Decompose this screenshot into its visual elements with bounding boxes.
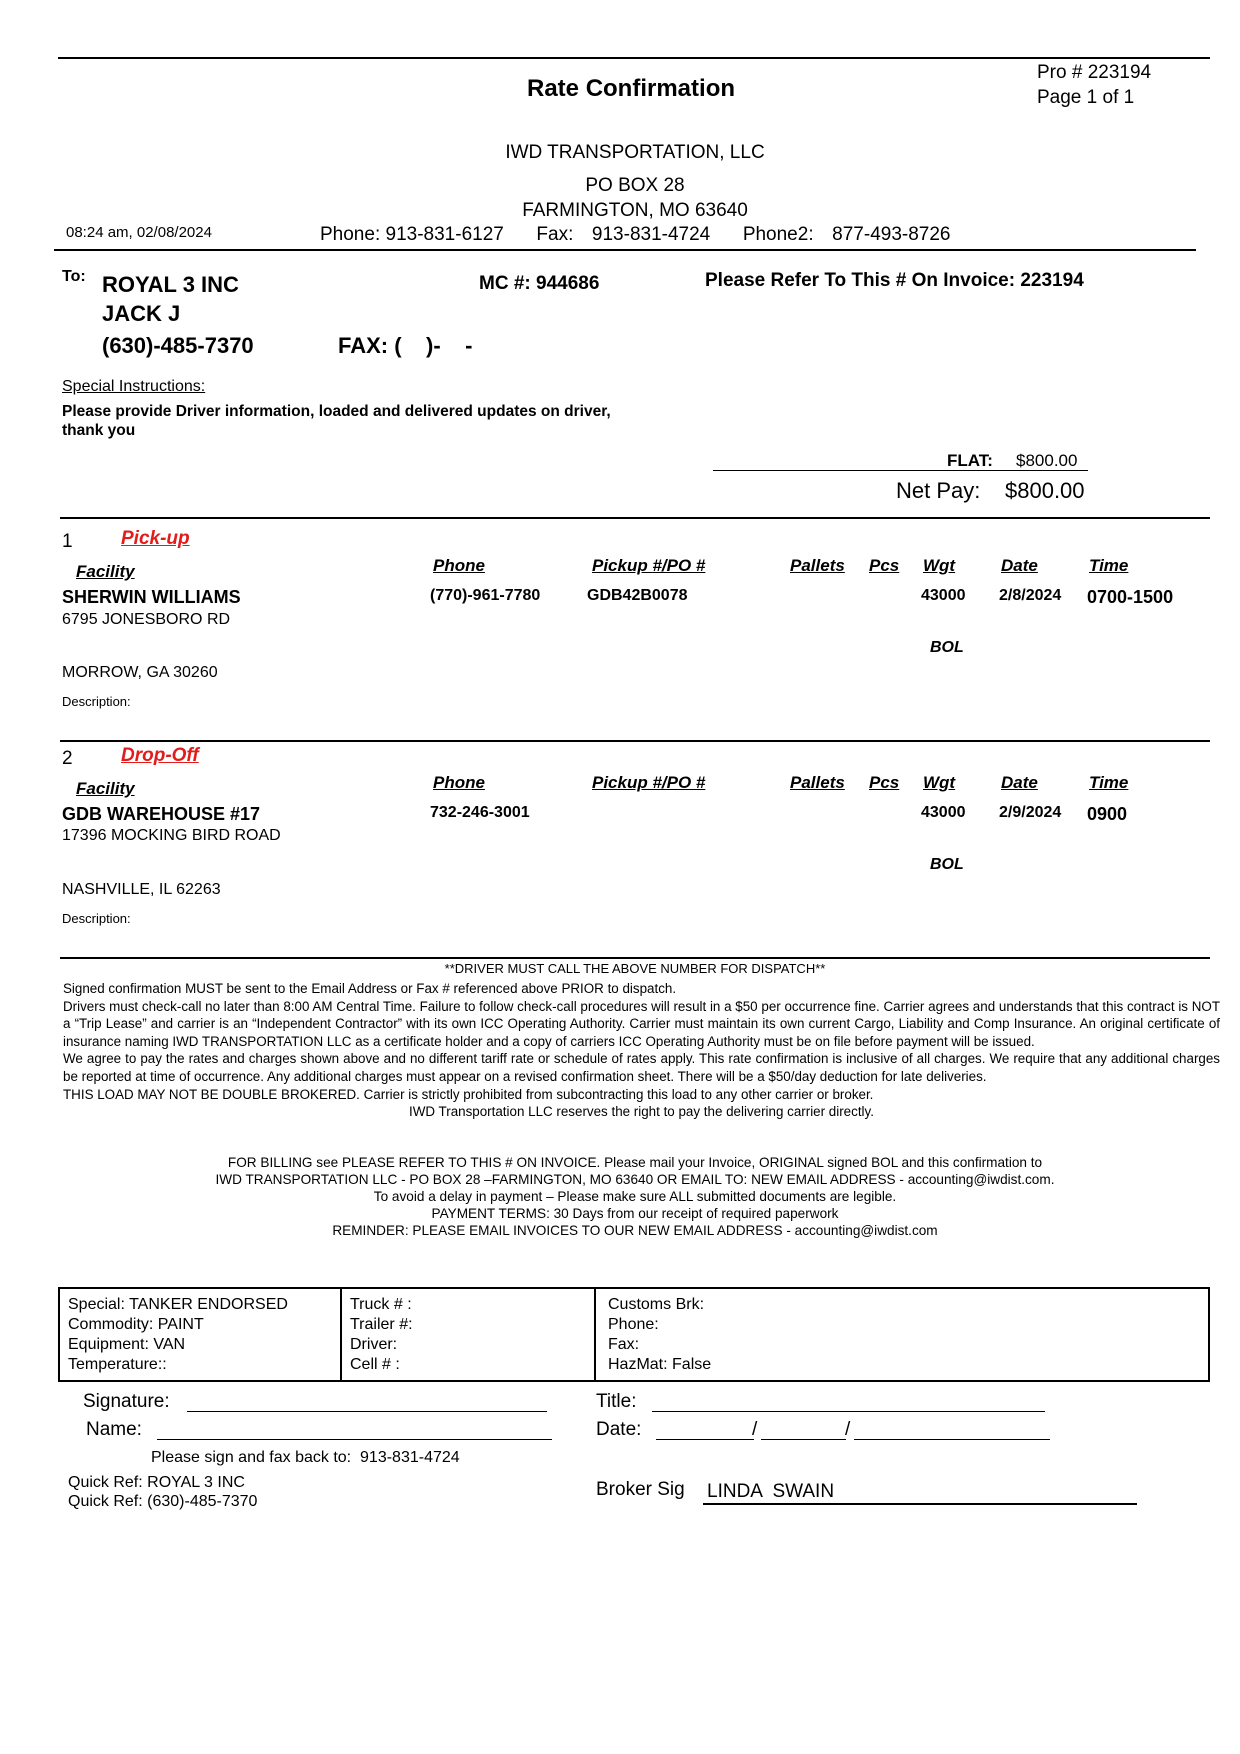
date-separator: / [752, 1419, 758, 1440]
weight: 43000 [921, 804, 966, 821]
print-timestamp: 08:24 am, 02/08/2024 [66, 224, 212, 241]
net-pay-label: Net Pay: [896, 478, 981, 503]
billing-line-5: REMINDER: PLEASE EMAIL INVOICES TO OUR NEW EMAIL ADDRESS - accounting@iwdist.com [332, 1223, 938, 1238]
load-details-column [60, 1289, 342, 1380]
mc-number: MC #: 944686 [479, 273, 600, 294]
title-line[interactable] [652, 1411, 1045, 1412]
special-instructions-line-2: thank you [62, 422, 136, 439]
to-label: To: [62, 268, 86, 285]
pro-number: Pro # 223194 [1037, 62, 1152, 83]
company-phone: 913-831-6127 [385, 224, 504, 245]
special-field: Special: TANKER ENDORSED [68, 1296, 288, 1313]
date-separator: / [845, 1419, 851, 1440]
terms-paragraph-3: We agree to pay the rates and charges shown above and no different tariff rate or schedule of rates apply. This rate confirmation is inclusive of all charges. We require that any additional charges be reported at time of occurrence. Any additional charges must appear on a revised confirmation sheet. There will be a $50/day deduction for late deliveries. [63, 1051, 1220, 1084]
billing-line-2: IWD TRANSPORTATION LLC - PO BOX 28 –FARMINGTON, MO 63640 OR EMAIL TO: NEW EMAIL ADDRESS - accounting@iwdist.com. [215, 1172, 1055, 1187]
billing-line-3: To avoid a delay in payment – Please make sure ALL submitted documents are legible. [373, 1189, 897, 1204]
weight: 43000 [921, 587, 966, 604]
page-title: Rate Confirmation [527, 75, 736, 102]
company-address-1: PO BOX 28 [585, 175, 685, 196]
facility-address: 6795 JONESBORO RD [62, 611, 231, 628]
wgt-header: Wgt [923, 556, 956, 575]
stop-time: 0700-1500 [1087, 587, 1174, 607]
invoice-reference: Please Refer To This # On Invoice: 223194 [705, 270, 1084, 291]
phone-header: Phone [433, 556, 485, 575]
title-label: Title: [596, 1391, 637, 1412]
time-header: Time [1089, 556, 1129, 575]
billing-line-4: PAYMENT TERMS: 30 Days from our receipt of required paperwork [431, 1206, 839, 1221]
fax-label: Fax: [536, 224, 574, 245]
cell-field: Cell # : [350, 1356, 400, 1373]
broker-signature-label: Broker Sig [596, 1479, 685, 1500]
truck-field: Truck # : [350, 1296, 412, 1313]
company-fax: 913-831-4724 [591, 224, 711, 245]
carrier-fax: FAX: ( )- - [338, 333, 473, 358]
quick-ref-phone: Quick Ref: (630)-485-7370 [68, 1493, 258, 1510]
name-label: Name: [86, 1419, 142, 1440]
terms-paragraph-1: Signed confirmation MUST be sent to the Email Address or Fax # referenced above PRIOR to dispatch. [63, 981, 677, 996]
temperature-field: Temperature:: [68, 1356, 167, 1373]
stops-top-rule [60, 517, 1210, 519]
stop-time: 0900 [1087, 804, 1128, 824]
stop-date: 2/9/2024 [999, 804, 1062, 821]
stop-type: Pick-up [121, 528, 190, 549]
special-instructions-label: Special Instructions: [62, 378, 206, 395]
driver-field: Driver: [350, 1336, 398, 1353]
special-instructions-line-1: Please provide Driver information, loaded and delivered updates on driver, [62, 403, 611, 420]
driver-details-column [342, 1289, 596, 1380]
signature-label: Signature: [83, 1391, 170, 1412]
dispatch-notice: **DRIVER MUST CALL THE ABOVE NUMBER FOR DISPATCH** [444, 961, 826, 976]
pcs-header: Pcs [869, 773, 900, 792]
date-header: Date [1001, 556, 1038, 575]
pcs-header: Pcs [869, 556, 900, 575]
time-header: Time [1089, 773, 1129, 792]
terms-body [63, 980, 1220, 1121]
fax-back-instruction: Please sign and fax back to: 913-831-4724 [151, 1449, 460, 1466]
company-address-2: FARMINGTON, MO 63640 [522, 200, 748, 221]
bol-label: BOL [930, 639, 964, 656]
commodity-field: Commodity: PAINT [68, 1316, 204, 1333]
hazmat-field: HazMat: False [608, 1356, 712, 1373]
company-phone2: 877-493-8726 [832, 224, 951, 245]
customs-details-column [596, 1289, 1208, 1380]
customs-broker-field: Customs Brk: [608, 1296, 705, 1313]
date-label: Date: [596, 1419, 642, 1440]
equipment-field: Equipment: VAN [68, 1336, 186, 1353]
top-rule [58, 57, 1210, 59]
bol-label: BOL [930, 856, 964, 873]
facility-header: Facility [76, 562, 135, 581]
facility-city: NASHVILLE, IL 62263 [62, 881, 221, 898]
date-header: Date [1001, 773, 1038, 792]
stops-middle-rule [60, 740, 1210, 742]
billing-block [0, 1154, 1240, 1239]
carrier-name: ROYAL 3 INC [102, 272, 239, 297]
facility-city: MORROW, GA 30260 [62, 664, 218, 681]
net-pay-amount: $800.00 [1005, 478, 1085, 503]
flat-label: FLAT: [947, 451, 993, 470]
carrier-contact: JACK J [102, 301, 181, 326]
facility-phone: 732-246-3001 [430, 804, 530, 821]
facility-header: Facility [76, 779, 135, 798]
phone-label: Phone: [320, 224, 381, 245]
stop-type: Drop-Off [121, 745, 199, 766]
carrier-phone: (630)-485-7370 [102, 333, 254, 358]
date-line-year[interactable] [854, 1439, 1050, 1440]
trailer-field: Trailer #: [350, 1316, 413, 1333]
flat-amount: $800.00 [1016, 451, 1078, 470]
phone-header: Phone [433, 773, 485, 792]
company-contacts [320, 224, 951, 246]
customs-fax-field: Fax: [608, 1336, 640, 1353]
facility-name: SHERWIN WILLIAMS [62, 587, 241, 607]
pallets-header: Pallets [790, 556, 845, 575]
terms-top-rule [60, 957, 1210, 959]
date-line-day[interactable] [761, 1439, 846, 1440]
wgt-header: Wgt [923, 773, 956, 792]
date-line-month[interactable] [656, 1439, 754, 1440]
facility-name: GDB WAREHOUSE #17 [62, 804, 261, 824]
terms-paragraph-4: THIS LOAD MAY NOT BE DOUBLE BROKERED. Carrier is strictly prohibited from subcontracting this load to any other carrier or broker. [63, 1086, 874, 1102]
page-number: Page 1 of 1 [1037, 87, 1135, 108]
pickup-number: GDB42B0078 [587, 587, 688, 604]
load-info-box [58, 1287, 1210, 1382]
facility-phone: (770)-961-7780 [430, 587, 541, 604]
broker-signature-name: LINDA SWAIN [707, 1481, 835, 1502]
name-line[interactable] [157, 1439, 552, 1440]
stop-number: 1 [62, 531, 73, 552]
company-name: IWD TRANSPORTATION, LLC [505, 142, 765, 163]
terms-paragraph-5: IWD Transportation LLC reserves the right to pay the delivering carrier directly. [409, 1104, 874, 1120]
phone2-label: Phone2: [742, 224, 814, 245]
pickup-header: Pickup #/PO # [592, 773, 706, 792]
header-rule [54, 249, 1196, 251]
pallets-header: Pallets [790, 773, 845, 792]
terms-paragraph-2: Drivers must check-call no later than 8:00 AM Central Time. Failure to follow check-call procedures will result in a $50 per occurrence fine. Carrier agrees and understands that this contract is NOT a “Trip Lease” and carrier is an “Independent Contractor” with its own ICC Operating Authority. Carrier must maintain its own current Cargo, Liability and Comp Insurance. An original certificate of insurance naming IWD TRANSPORTATION LLC as a certificate holder and a copy of carriers ICC Operating Authority must be on file before payment will be issued. [63, 998, 1220, 1049]
description-label: Description: [62, 694, 131, 709]
description-label: Description: [62, 911, 131, 926]
signature-line[interactable] [187, 1411, 547, 1412]
billing-line-1: FOR BILLING see PLEASE REFER TO THIS # ON INVOICE. Please mail your Invoice, ORIGINAL signed BOL and this confirmation to [227, 1155, 1043, 1170]
stop-number: 2 [62, 748, 73, 769]
pickup-header: Pickup #/PO # [592, 556, 706, 575]
stop-date: 2/8/2024 [999, 587, 1062, 604]
quick-ref-name: Quick Ref: ROYAL 3 INC [68, 1474, 245, 1491]
facility-address: 17396 MOCKING BIRD ROAD [62, 827, 281, 844]
customs-phone-field: Phone: [608, 1316, 659, 1333]
